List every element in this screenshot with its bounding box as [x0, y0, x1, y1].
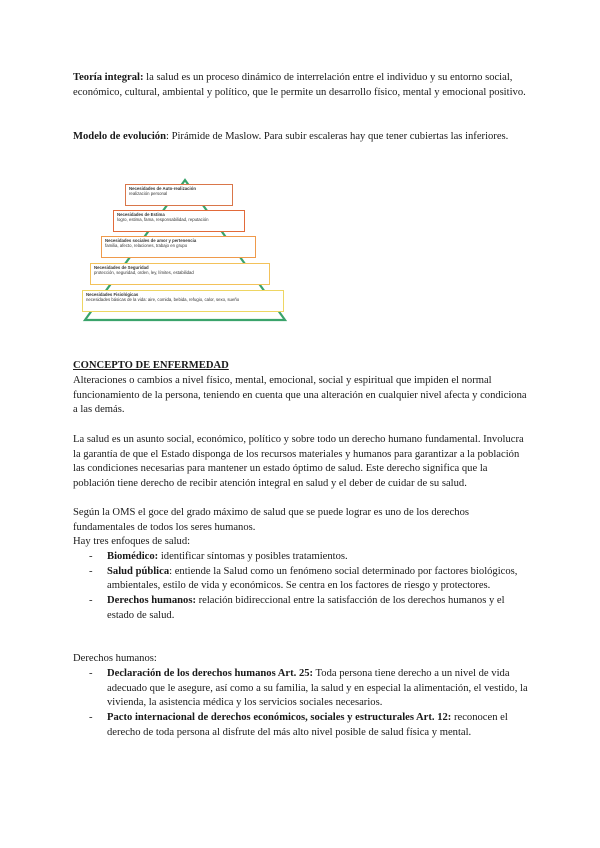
teoria-integral-text: la salud es un proceso dinámico de interrelación entre el individuo y su entorno social, económico, cultural, ambiental y político, que le permite un desarrollo físico, mental y emocional positivo.	[73, 72, 526, 98]
derecho-label: Pacto internacional de derechos económicos, sociales y estructurales Art. 12:	[107, 712, 452, 724]
teoria-integral-paragraph	[73, 71, 528, 100]
list-item	[73, 711, 528, 740]
pyramid-level-2: Necesidades de Estima logro, estima, fama, responsabilidad, reputación	[113, 210, 245, 232]
list-item	[73, 667, 528, 711]
dash-bullet: -	[89, 668, 93, 679]
enfoque-text: relación bidireccional entre la satisfacción de los derechos humanos y el estado de salud.	[107, 595, 505, 621]
enfoque-text: : entiende la Salud como un fenómeno social determinado por factores biológicos, ambientales, estilo de vida y económicos. Se centra en los factores de riesgo y protectores.	[107, 565, 518, 592]
concepto-paragraph-3: Según la OMS el goce del grado máximo de salud que se puede lograr es uno de los derechos fundamentales de todos los seres humanos.	[73, 507, 469, 533]
concepto-paragraph-1: Alteraciones o cambios a nivel físico, mental, emocional, social y espiritual que impiden el normal funcionamiento de la persona, teniendo en cuenta que una alteración en cualquier nivel afecta y condiciona a las demás.	[73, 375, 527, 416]
modelo-evolucion-text: : Pirámide de Maslow. Para subir escaleras hay que tener cubiertas las inferiores.	[166, 131, 509, 142]
enfoque-label: Derechos humanos:	[107, 595, 196, 607]
enfoque-label: Salud pública	[107, 565, 170, 577]
derechos-intro: Derechos humanos:	[73, 653, 157, 664]
dash-bullet: -	[89, 551, 93, 562]
enfoque-label: Biomédico:	[107, 551, 159, 562]
derecho-text: Toda persona tiene derecho a un nivel de vida adecuado que le asegure, así como a su familia, la salud y en especial la alimentación, el vestido, la vivienda, la asistencia médica y los servicios sociales necesarios.	[107, 668, 528, 709]
enfoque-text: identificar síntomas y posibles tratamientos.	[158, 551, 348, 562]
dash-bullet: -	[89, 565, 93, 577]
list-item	[73, 550, 528, 565]
modelo-evolucion-paragraph	[73, 130, 528, 145]
list-item	[73, 594, 528, 623]
list-item	[73, 565, 528, 594]
pyramid-level-3: Necesidades sociales de amor y pertenencia familia, afecto, relaciones, trabajo en grupo	[101, 236, 256, 258]
derecho-label: Declaración de los derechos humanos Art. 25:	[107, 668, 314, 679]
enfoques-intro: Hay tres enfoques de salud:	[73, 536, 191, 547]
pyramid-level-5: Necesidades Fisiológicas necesidades básicas de la vida: aire, comida, bebida, refugio, calor, sexo, sueño	[82, 290, 284, 312]
concepto-paragraph-2: La salud es un asunto social, económico, político y sobre todo un derecho humano fundamental. Involucra la garantía de que el Estado disponga de los recursos materiales y humanos para garantizar a la población las condiciones necesarias para mantener un estado óptimo de salud. Este derecho significa que la población tiene derecho de recibir atención integral en salud y el deber de cuidar de su salud.	[73, 434, 524, 490]
derechos-list	[73, 667, 528, 741]
maslow-pyramid-image	[80, 176, 290, 324]
derecho-text: reconocen el derecho de toda persona al disfrute del más alto nivel posible de salud física y mental.	[107, 712, 508, 738]
pyramid-level-4: Necesidades de Seguridad protección, seguridad, orden, ley, límites, estabilidad	[90, 263, 270, 285]
dash-bullet: -	[89, 712, 93, 724]
enfoques-list	[73, 550, 528, 624]
teoria-integral-label: Teoría integral:	[73, 72, 144, 83]
modelo-evolucion-label: Modelo de evolución	[73, 131, 166, 142]
dash-bullet: -	[89, 595, 93, 607]
concepto-enfermedad-heading: CONCEPTO DE ENFERMEDAD	[73, 360, 229, 371]
pyramid-level-1: Necesidades de Auto-realización realización personal	[125, 184, 233, 206]
